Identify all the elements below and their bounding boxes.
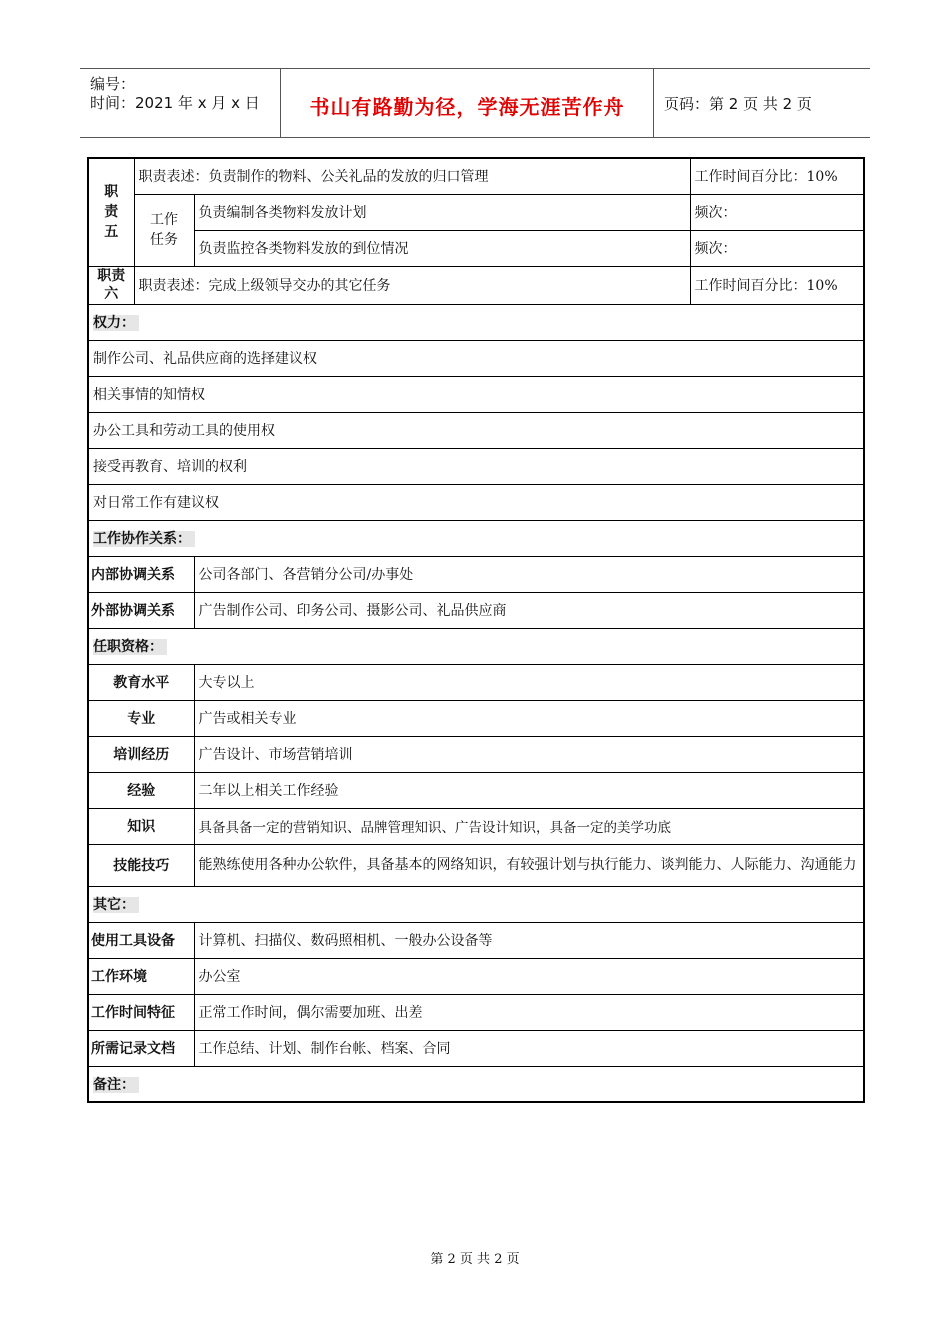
records-label: 所需记录文档 xyxy=(88,1030,194,1066)
knowledge-label: 知识 xyxy=(88,808,194,844)
authority-item: 办公工具和劳动工具的使用权 xyxy=(88,412,864,448)
duty5-label: 职责五 xyxy=(88,158,134,266)
cooperation-heading: 工作协作关系： xyxy=(88,520,864,556)
header-meta xyxy=(80,69,281,137)
education-value: 大专以上 xyxy=(194,664,864,700)
skills-label: 技能技巧 xyxy=(88,844,194,886)
page-header xyxy=(80,68,870,138)
major-value: 广告或相关专业 xyxy=(194,700,864,736)
external-coordination-label: 外部协调关系 xyxy=(88,592,194,628)
other-heading: 其它： xyxy=(88,886,864,922)
qualification-heading: 任职资格： xyxy=(88,628,864,664)
knowledge-value: 具备具备一定的营销知识、品牌管理知识、广告设计知识，具备一定的美学功底 xyxy=(194,808,864,844)
duty5-description: 职责表述：负责制作的物料、公关礼品的发放的归口管理 xyxy=(134,158,690,194)
remarks-heading: 备注： xyxy=(88,1066,864,1102)
training-value: 广告设计、市场营销培训 xyxy=(194,736,864,772)
work-time-label: 工作时间特征 xyxy=(88,994,194,1030)
training-label: 培训经历 xyxy=(88,736,194,772)
work-time-value: 正常工作时间，偶尔需要加班、出差 xyxy=(194,994,864,1030)
records-value: 工作总结、计划、制作台帐、档案、合同 xyxy=(194,1030,864,1066)
duty5-task-1: 负责编制各类物料发放计划 xyxy=(194,194,690,230)
experience-value: 二年以上相关工作经验 xyxy=(194,772,864,808)
tools-label: 使用工具设备 xyxy=(88,922,194,958)
authority-item: 制作公司、礼品供应商的选择建议权 xyxy=(88,340,864,376)
authority-heading: 权力： xyxy=(88,304,864,340)
tools-value: 计算机、扫描仪、数码照相机、一般办公设备等 xyxy=(194,922,864,958)
page-info: 页码：第 2 页 共 2 页 xyxy=(664,95,812,113)
environment-value: 办公室 xyxy=(194,958,864,994)
internal-coordination-label: 内部协调关系 xyxy=(88,556,194,592)
internal-coordination-value: 公司各部门、各营销分公司/办事处 xyxy=(194,556,864,592)
header-page-cell xyxy=(654,69,870,137)
authority-item: 相关事情的知情权 xyxy=(88,376,864,412)
motto: 书山有路勤为径，学海无涯苦作舟 xyxy=(309,95,625,119)
skills-value: 能熟练使用各种办公软件，具备基本的网络知识，有较强计划与执行能力、谈判能力、人际能力、沟通能力 xyxy=(194,844,864,886)
header-motto-cell xyxy=(281,69,654,137)
authority-item: 接受再教育、培训的权利 xyxy=(88,448,864,484)
document-number: 编号： xyxy=(90,75,136,93)
education-label: 教育水平 xyxy=(88,664,194,700)
authority-item: 对日常工作有建议权 xyxy=(88,484,864,520)
page-footer: 第 2 页 共 2 页 xyxy=(430,1252,520,1267)
duty6-time-percent: 工作时间百分比：10% xyxy=(690,266,864,304)
external-coordination-value: 广告制作公司、印务公司、摄影公司、礼品供应商 xyxy=(194,592,864,628)
job-description-table xyxy=(87,157,865,1103)
duty6-label: 职责六 xyxy=(88,266,134,304)
duty5-task-2: 负责监控各类物料发放的到位情况 xyxy=(194,230,690,266)
duty5-task-1-frequency: 频次： xyxy=(690,194,864,230)
duty5-time-percent: 工作时间百分比：10% xyxy=(690,158,864,194)
document-date: 时间：2021 年 x 月 x 日 xyxy=(90,94,260,112)
environment-label: 工作环境 xyxy=(88,958,194,994)
duty5-task-2-frequency: 频次： xyxy=(690,230,864,266)
duty6-description: 职责表述：完成上级领导交办的其它任务 xyxy=(134,266,690,304)
major-label: 专业 xyxy=(88,700,194,736)
experience-label: 经验 xyxy=(88,772,194,808)
duty5-task-label: 工作任务 xyxy=(134,194,194,266)
